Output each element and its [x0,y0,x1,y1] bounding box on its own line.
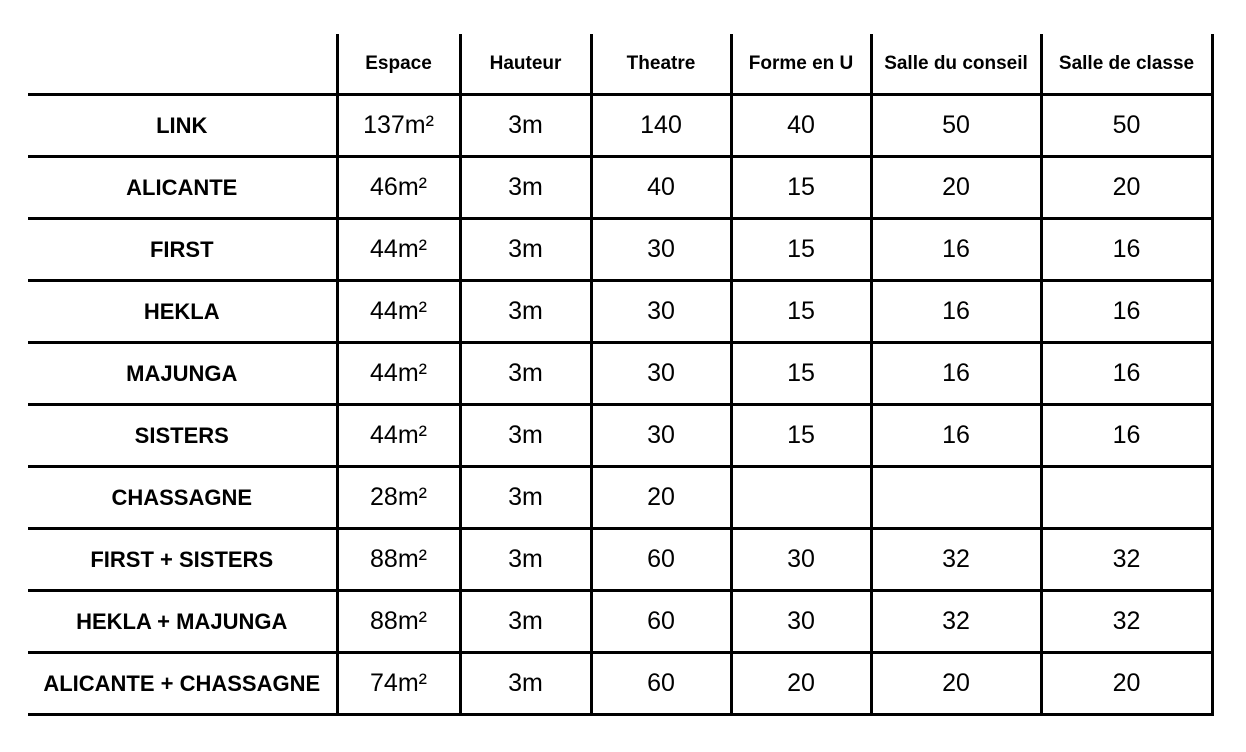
room-name: HEKLA [28,281,337,343]
forme-en-u-cell: 15 [731,219,871,281]
forme-en-u-cell: 30 [731,591,871,653]
room-name: MAJUNGA [28,343,337,405]
theatre-cell: 30 [591,281,731,343]
salle-du-conseil-cell: 16 [871,219,1041,281]
forme-en-u-cell: 15 [731,157,871,219]
hauteur-cell: 3m [460,343,591,405]
theatre-cell: 60 [591,591,731,653]
espace-cell: 88m² [337,529,460,591]
espace-cell: 44m² [337,405,460,467]
room-name: ALICANTE [28,157,337,219]
salle-de-classe-cell: 20 [1041,653,1212,715]
table-row [28,467,1212,529]
table-row [28,95,1212,157]
espace-cell: 46m² [337,157,460,219]
theatre-cell: 30 [591,343,731,405]
espace-cell: 137m² [337,95,460,157]
salle-de-classe-cell: 32 [1041,529,1212,591]
hauteur-cell: 3m [460,95,591,157]
salle-de-classe-cell: 16 [1041,219,1212,281]
espace-cell: 74m² [337,653,460,715]
salle-du-conseil-cell: 20 [871,653,1041,715]
hauteur-cell: 3m [460,219,591,281]
table-row [28,281,1212,343]
header-forme-en-u: Forme en U [731,34,871,95]
hauteur-cell: 3m [460,157,591,219]
table-row [28,405,1212,467]
room-capacity-table-container [28,34,1212,716]
forme-en-u-cell: 20 [731,653,871,715]
room-name: SISTERS [28,405,337,467]
header-espace: Espace [337,34,460,95]
room-name: FIRST + SISTERS [28,529,337,591]
table-row [28,591,1212,653]
hauteur-cell: 3m [460,405,591,467]
theatre-cell: 140 [591,95,731,157]
hauteur-cell: 3m [460,467,591,529]
salle-de-classe-cell: 32 [1041,591,1212,653]
espace-cell: 44m² [337,219,460,281]
theatre-cell: 40 [591,157,731,219]
espace-cell: 88m² [337,591,460,653]
salle-de-classe-cell: 50 [1041,95,1212,157]
espace-cell: 44m² [337,281,460,343]
salle-de-classe-cell [1041,467,1212,529]
room-name: ALICANTE + CHASSAGNE [28,653,337,715]
table-row [28,653,1212,715]
forme-en-u-cell: 15 [731,281,871,343]
salle-de-classe-cell: 16 [1041,343,1212,405]
theatre-cell: 30 [591,405,731,467]
hauteur-cell: 3m [460,653,591,715]
salle-du-conseil-cell: 32 [871,529,1041,591]
salle-du-conseil-cell: 32 [871,591,1041,653]
table-row [28,157,1212,219]
room-capacity-table [28,34,1214,716]
table-row [28,529,1212,591]
theatre-cell: 30 [591,219,731,281]
room-name: FIRST [28,219,337,281]
theatre-cell: 60 [591,529,731,591]
hauteur-cell: 3m [460,281,591,343]
salle-du-conseil-cell: 50 [871,95,1041,157]
salle-du-conseil-cell: 16 [871,281,1041,343]
table-row [28,219,1212,281]
forme-en-u-cell: 30 [731,529,871,591]
table-row [28,343,1212,405]
forme-en-u-cell [731,467,871,529]
header-row [28,34,1212,95]
salle-du-conseil-cell [871,467,1041,529]
theatre-cell: 60 [591,653,731,715]
forme-en-u-cell: 15 [731,405,871,467]
theatre-cell: 20 [591,467,731,529]
espace-cell: 44m² [337,343,460,405]
salle-du-conseil-cell: 16 [871,405,1041,467]
header-salle-du-conseil: Salle du conseil [871,34,1041,95]
salle-du-conseil-cell: 20 [871,157,1041,219]
salle-de-classe-cell: 20 [1041,157,1212,219]
room-name: HEKLA + MAJUNGA [28,591,337,653]
header-corner [28,34,337,95]
forme-en-u-cell: 15 [731,343,871,405]
room-name: LINK [28,95,337,157]
salle-de-classe-cell: 16 [1041,281,1212,343]
header-theatre: Theatre [591,34,731,95]
header-hauteur: Hauteur [460,34,591,95]
salle-du-conseil-cell: 16 [871,343,1041,405]
hauteur-cell: 3m [460,529,591,591]
forme-en-u-cell: 40 [731,95,871,157]
hauteur-cell: 3m [460,591,591,653]
header-salle-de-classe: Salle de classe [1041,34,1212,95]
room-name: CHASSAGNE [28,467,337,529]
espace-cell: 28m² [337,467,460,529]
salle-de-classe-cell: 16 [1041,405,1212,467]
